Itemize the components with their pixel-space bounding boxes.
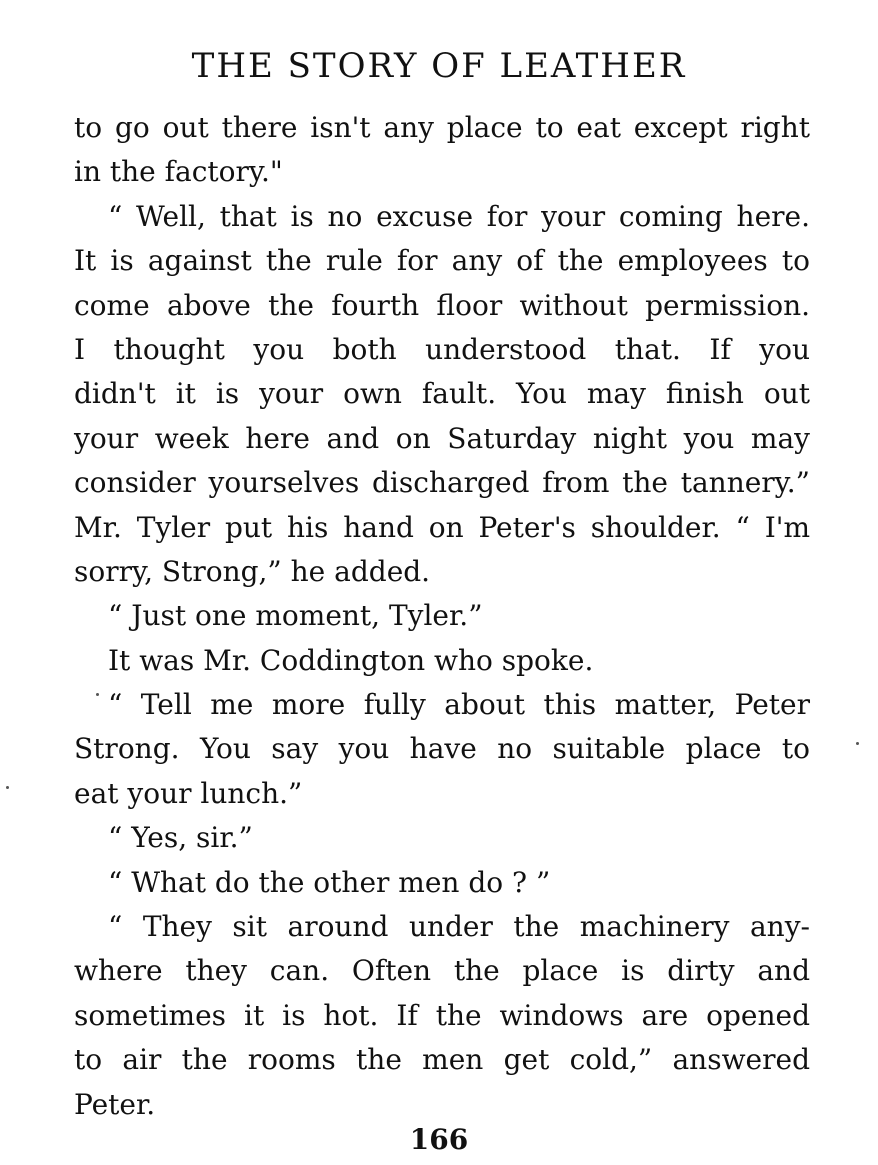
text-line: in the factory." (74, 155, 283, 189)
text-line: to air the rooms the men get cold,” answered (74, 1043, 810, 1077)
text-line: Mr. Tyler put his hand on Peter's shoulder. “ I'm (74, 510, 810, 544)
text-line: your week here and on Saturday night you may (74, 421, 810, 455)
body-text (74, 106, 810, 1127)
text-line: “ Well, that is no excuse for your coming here. (108, 199, 810, 233)
text-line: to go out there isn't any place to eat except right (74, 111, 810, 144)
text-line: It was Mr. Coddington who spoke. (108, 643, 594, 677)
text-line: consider yourselves discharged from the tannery.” (74, 466, 810, 500)
text-line: come above the fourth floor without permission. (74, 288, 810, 322)
text-line: It is against the rule for any of the employees to (74, 244, 810, 278)
text-line: sometimes it is hot. If the windows are opened (74, 998, 810, 1032)
text-line: “ Just one moment, Tyler.” (108, 599, 483, 633)
text-line: eat your lunch.” (74, 776, 303, 810)
text-line: where they can. Often the place is dirty and (74, 954, 810, 988)
text-line: Strong. You say you have no suitable place to (74, 732, 810, 766)
text-line: “ What do the other men do ? ” (108, 865, 551, 899)
scan-speck (6, 786, 9, 789)
scan-speck (856, 742, 859, 745)
text-line: Peter. (74, 1087, 156, 1121)
running-title: THE STORY OF LEATHER (191, 46, 687, 86)
text-line: I thought you both understood that. If you (74, 332, 810, 366)
page-number: 166 (409, 1123, 469, 1156)
text-line: didn't it is your own fault. You may finish out (74, 377, 810, 411)
text-line: sorry, Strong,” he added. (74, 554, 431, 588)
text-line: “ Tell me more fully about this matter, Peter (108, 688, 810, 722)
text-line: “ They sit around under the machinery any- (108, 910, 810, 944)
text-line: “ Yes, sir.” (108, 821, 253, 855)
scan-speck (96, 693, 99, 696)
